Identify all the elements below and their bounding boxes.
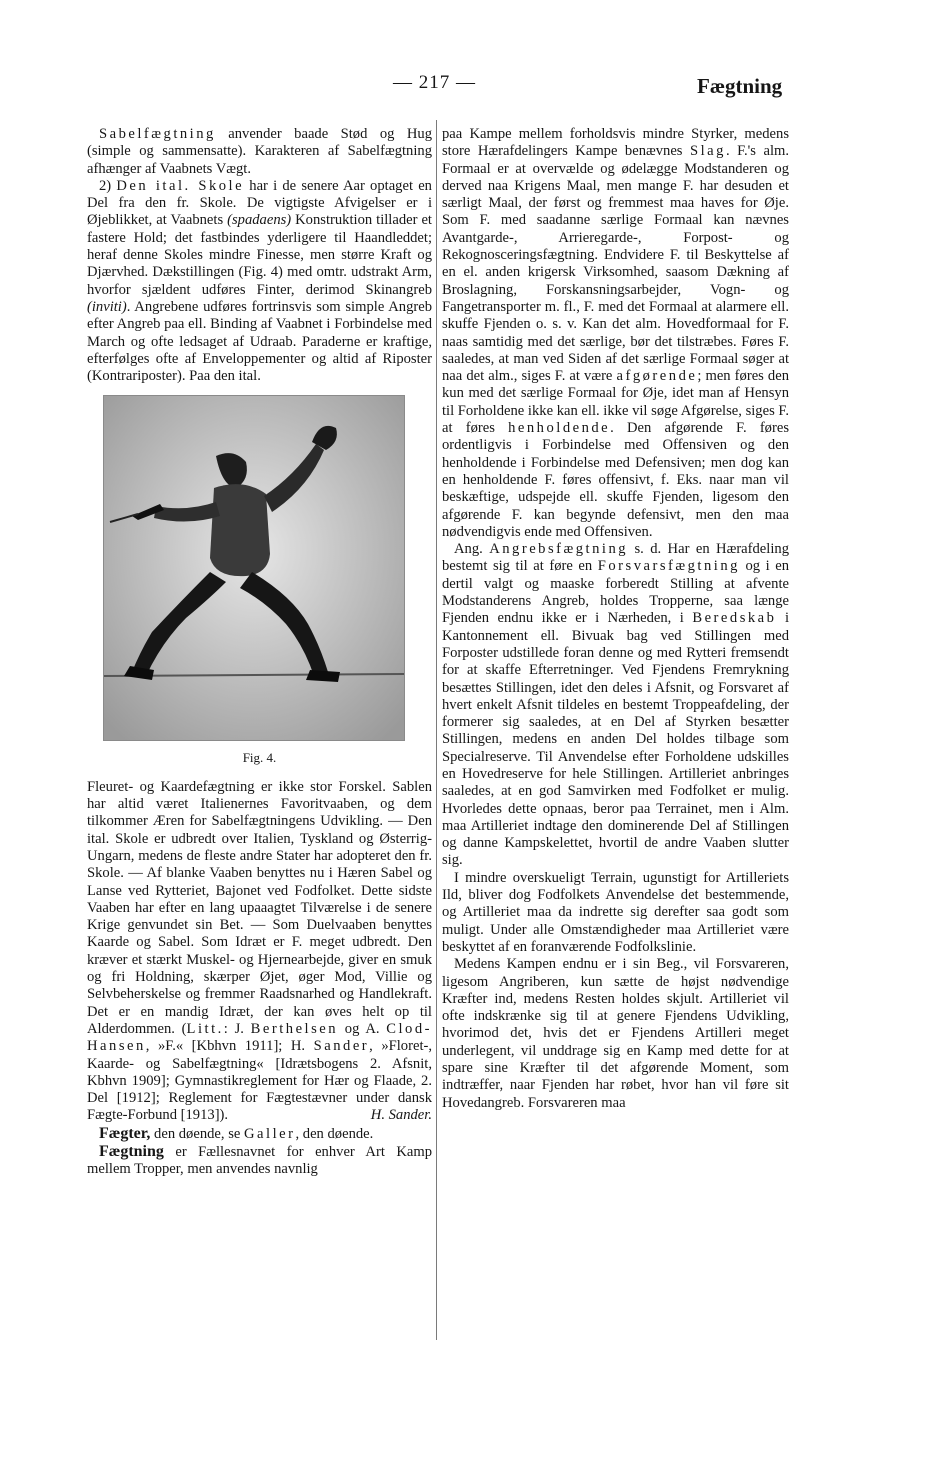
spaced-term: Sabelfægtning [99, 126, 216, 142]
spaced-term: Den ital. Skole [116, 177, 245, 194]
page-number: — 217 — [393, 72, 476, 93]
paragraph-ital-skole: 2) Den ital. Skole har i de senere Aar optaget en Del fra den fr. Skole. De vigtigste Afvigelser er i Øjeblikket, at Vaabnets (spadaens) Konstruktion tillader et fastere Hold; det fastbindes yderligere til Haandleddet; heraf denne Skoles mindre Finesse, men større Kraft og Djærvhed. Dækstillingen (Fig. 4) med omtr. udstrakt Arm, hvorfor sjældent udføres Finter, derimod Skinangreb (inviti). Angrebene udføres fortrinsvis som simple Angreb efter Angreb paa ell. Binding af Vaabnet i Forbindelse med March og ofte ledsaget af Udraab. Paraderne er kraftige, efterfølges ofte af Enveloppementer og altid af Riposter (Kontrariposter). Paa den ital. [87, 177, 432, 385]
entry-faegter: Fægter, den døende, se Galler, den døende. [99, 1124, 374, 1142]
left-column [87, 126, 432, 1179]
entry-headword: Fægter, [99, 1124, 151, 1142]
entry-faegtning: Fægtning er Fællesnavnet for enhver Art Kamp mellem Tropper, men anvendes navnlig [87, 1142, 432, 1178]
paragraph-angrebsfaegtning: Ang. Angrebsfægtning s. d. Har en Hærafdeling bestemt sig til at føre en Forsvarsfægtning og i en dertil valgt og maaske forberedt Stilling at afvente Modstanderens Angreb, holdes Tropperne, saa længe Fjenden endnu ikke er i Nærheden, i Beredskab i Kantonnement ell. Bivuak bag ved Stillingen med Forposter udstillede foran denne og med Rytteri fremsendt for at skaffe Efterretninger. Ved Fjendens Fremrykning besættes Stillingen, idet den deles i Afsnit, og Forsvaret af hvert enkelt Afsnit tildeles en bestemt Troppeafdeling, der formerer sig saaledes, at en Del af Styrken besætter Stillingen, medens en anden Del holdes tilbage som Specialreserve. Til Anvendelse efter Forholdene udskilles en Hovedreserve for hele Stillingen. Artilleriet anbringes saaledes, at en god Samvirken med Fodfolket er mulig. Hvorledes dette opnaas, beror paa Terrainet, men i Alm. maa Artilleriet indtage den dominerende Del af Stillingen og danne Kampskelettet, hvortil de andre Vaaben slutter sig. [442, 541, 790, 869]
paragraph-sabelfaegtning: Sabelfægtning anvender baade Stød og Hug (simple og sammensatte). Karakteren af Sabelfægtning afhænger af Vaabnets Vægt. [87, 126, 432, 177]
paragraph-fleuret: Fleuret- og Kaardefægtning er ikke stor Forskel. Sablen har altid været Italienernes Favoritvaaben, og dem tilkommer Æren for Sabelfægtningens Udvikling. — Den ital. Skole er udbredt over Italien, Tyskland og Østerrig-Ungarn, medens de fleste andre Stater har adopteret den fr. Skole. — Af blanke Vaaben benyttes nu i Hæren Sabel og Lanse ved Rytteriet, Bajonet ved Fodfolket. Dette sidste Vaaben har efter en lang upaaagtet Tilværelse i de senere Krige genvundet sin Bet. — Som Duelvaaben benyttes Kaarde og Sabel. Som Idræt er F. meget udbredt. Den kræver et stærkt Muskel- og Hjernearbejde, giver en smuk og fri Holdning, skærper Øjet, øger Mod, Villie og Selvbeherskelse og fremmer Raadsnarhed og Handlekraft. Det er en mandig Idræt, der kan øves helt op til Alderdommen. (Litt.: J. Berthelsen og A. Clod-Hansen, »F.« [Kbhvn 1911]; H. Sander, »Floret-, Kaarde- og Sabelfægtning« [Idrætsbogens 2. Afsnit, Kbhvn 1909]; Gymnastikreglement for Hær og Flaade, 2. Del [1912]; Reglement for Fægtestævner under dansk Fægte-Forbund [1913]). H. Sander. [87, 778, 433, 1124]
figure-caption: Fig. 4. [242, 750, 277, 766]
running-head: Fægtning [697, 74, 783, 98]
right-column [442, 126, 789, 1112]
paragraph-kampe: paa Kampe mellem forholdsvis mindre Styrker, medens store Hærafdelingers Kampe benævnes Slag. F.'s alm. Formaal er at overvælde og ødelægge Modstanderen og derved naa Krigens Maal, men mange F. har desuden et særligt Maal, der først og fremmest maa haves for Øje. Som F. med saadanne særlige Formaal kan nævnes Avantgarde-, Arrieregarde-, Forpost- og Rekognosceringsfægtning. Endvidere F. til Beskyttelse af en el. anden krigersk Virksomhed, saasom Dækning af Broslagning, Forskansningsarbejder, Vogn- og Fangetransporter m. fl., F. med det Formaal at alarmere ell. skuffe Fjenden o. s. v. Kan det alm. Hovedformaal for F. naas samtidig med det særlige, bør det tilstræbes. Føres F. saaledes, at man ved Siden af det særlige Formaal søger at naa det alm., siges F. at være afgørende; men føres den kun med det særlige Formaal for Øje, idet man af Hensyn til Forholdene ikke kan ell. ikke vil søge Afgørelse, siges F. at føres henholdende. Den afgørende F. føres ordentligvis i Forbindelse med Offensiven og den henholdende i Forbindelse med Defensiven; men dog kan en henholdende F. føres offensivt, f. Eks. naar man vil beskæftige, udspejde ell. skuffe Fjenden, ligesom den afgørende F. kan begynde defensivt, men den maa nødvendigvis ende med Offensiven. [442, 126, 790, 540]
fencer-photograph [103, 395, 405, 741]
paragraph-kampen: Medens Kampen endnu er i sin Beg., vil Forsvareren, ligesom Angriberen, kun sætte de højst nødvendige Kræfter ind, medens Resten holdes skjult. Artilleriet vil ofte indskrænke sig til at genere Fjendens Udvikling, hvorimod det, hvis det er Fjendens Artilleri meget underlegent, vil unddrage sig en Kamp med dette for at spare sine Kræfter til det afgørende Moment, som indtræffer, naar Fjenden har røbet, hvor han vil føre sit Hovedangreb. Forsvareren maa [442, 956, 789, 1111]
column-divider [436, 120, 437, 1340]
paragraph-terrain: I mindre overskueligt Terrain, ugunstigt for Artilleriets Ild, bliver dog Fodfolkets Anvendelse det bestemmende, og Artilleriet maa da indrette sig derefter saa godt som muligt. Under alle Omstændigheder maa Artilleriet være beskyttet af en foranværende Fodfolkslinie. [442, 869, 789, 955]
author-signature: H. Sander. [370, 1107, 432, 1124]
entry-headword: Fægtning [99, 1142, 164, 1160]
